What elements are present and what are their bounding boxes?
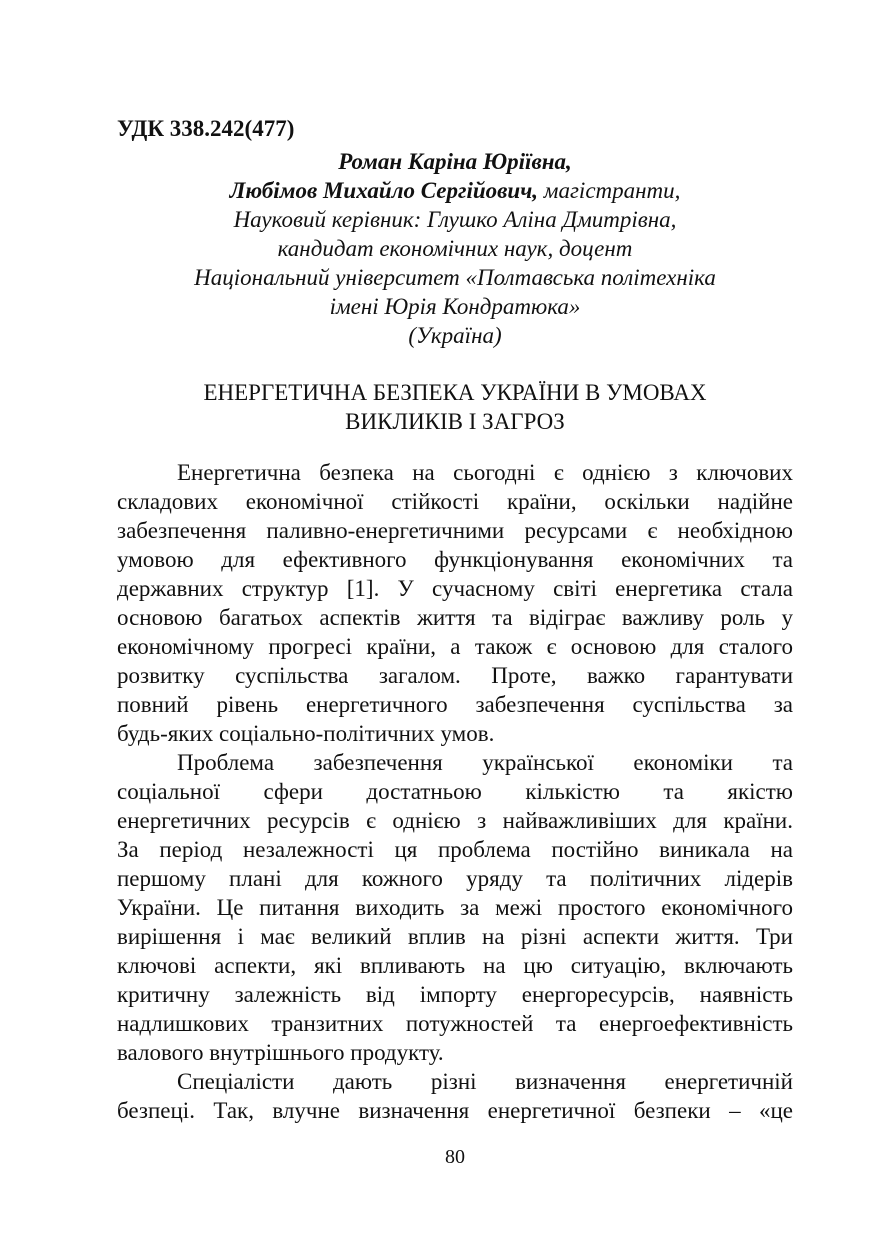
text-line: Спеціалісти дають різні визначення енергетичній bbox=[177, 1069, 793, 1094]
text-line: Проблема забезпечення української економіки та bbox=[177, 750, 793, 775]
author-name: Роман Каріна Юріївна, bbox=[338, 149, 572, 174]
text-line: енергетичних ресурсів є однією з найважливіших для країни. bbox=[117, 808, 793, 833]
text-line: першому плані для кожного уряду та політичних лідерів bbox=[117, 866, 793, 891]
university-line-2: імені Юрія Кондратюка» bbox=[329, 294, 581, 319]
text-line: економічному прогресі країни, а також є основою для сталого bbox=[117, 634, 793, 659]
text-line: складових економічної стійкості країни, оскільки надійне bbox=[117, 489, 793, 514]
text-line: надлишкових транзитних потужностей та енергоефективність bbox=[117, 1011, 793, 1036]
author-role: магістранти, bbox=[538, 178, 681, 203]
udc-code: УДК 338.242(477) bbox=[117, 116, 295, 141]
text-line: критичну залежність від імпорту енергоресурсів, наявність bbox=[117, 982, 793, 1007]
text-line: будь-яких соціально-політичних умов. bbox=[117, 721, 495, 746]
text-line: Енергетична безпека на сьогодні є однією з ключових bbox=[177, 460, 793, 485]
text-line: За період незалежності ця проблема постійно виникала на bbox=[117, 837, 793, 862]
author-line-1 bbox=[117, 147, 793, 176]
university-line-1: Національний університет «Полтавська політехніка bbox=[194, 265, 716, 290]
text-line: безпеці. Так, влучне визначення енергетичної безпеки – «це bbox=[117, 1098, 793, 1123]
author-name: Любімов Михайло Сергійович, bbox=[229, 178, 539, 203]
text-line: ключові аспекти, які впливають на цю ситуацію, включають bbox=[117, 953, 793, 978]
text-line: основою багатьох аспектів життя та відіграє важливу роль у bbox=[117, 605, 793, 630]
text-line: умовою для ефективного функціонування економічних та bbox=[117, 547, 793, 572]
paragraph bbox=[117, 748, 793, 1067]
page-number: 80 bbox=[445, 1146, 465, 1168]
text-line: України. Це питання виходить за межі простого економічного bbox=[117, 895, 793, 920]
text-line: соціальної сфери достатньою кількістю та якістю bbox=[117, 779, 793, 804]
text-line: повний рівень енергетичного забезпечення суспільства за bbox=[117, 692, 793, 717]
text-line: розвитку суспільства загалом. Проте, важко гарантувати bbox=[117, 663, 793, 688]
text-line: державних структур [1]. У сучасному світі енергетика стала bbox=[117, 576, 793, 601]
supervisor-degree: кандидат економічних наук, доцент bbox=[277, 236, 633, 261]
country: (Україна) bbox=[408, 323, 502, 348]
article-title bbox=[117, 378, 793, 436]
text-line: забезпечення паливно-енергетичними ресурсами є необхідною bbox=[117, 518, 793, 543]
paragraph bbox=[117, 1067, 793, 1125]
author-block bbox=[117, 147, 793, 350]
title-line: ЕНЕРГЕТИЧНА БЕЗПЕКА УКРАЇНИ В УМОВАХ bbox=[203, 380, 707, 405]
text-line: вирішення і має великий вплив на різні аспекти життя. Три bbox=[117, 924, 793, 949]
supervisor: Науковий керівник: Глушко Аліна Дмитрівна, bbox=[233, 207, 677, 232]
title-line: ВИКЛИКІВ І ЗАГРОЗ bbox=[345, 409, 565, 434]
author-line-2 bbox=[117, 176, 793, 205]
text-line: валового внутрішнього продукту. bbox=[117, 1040, 444, 1065]
article-body bbox=[117, 458, 793, 1125]
paragraph bbox=[117, 458, 793, 748]
